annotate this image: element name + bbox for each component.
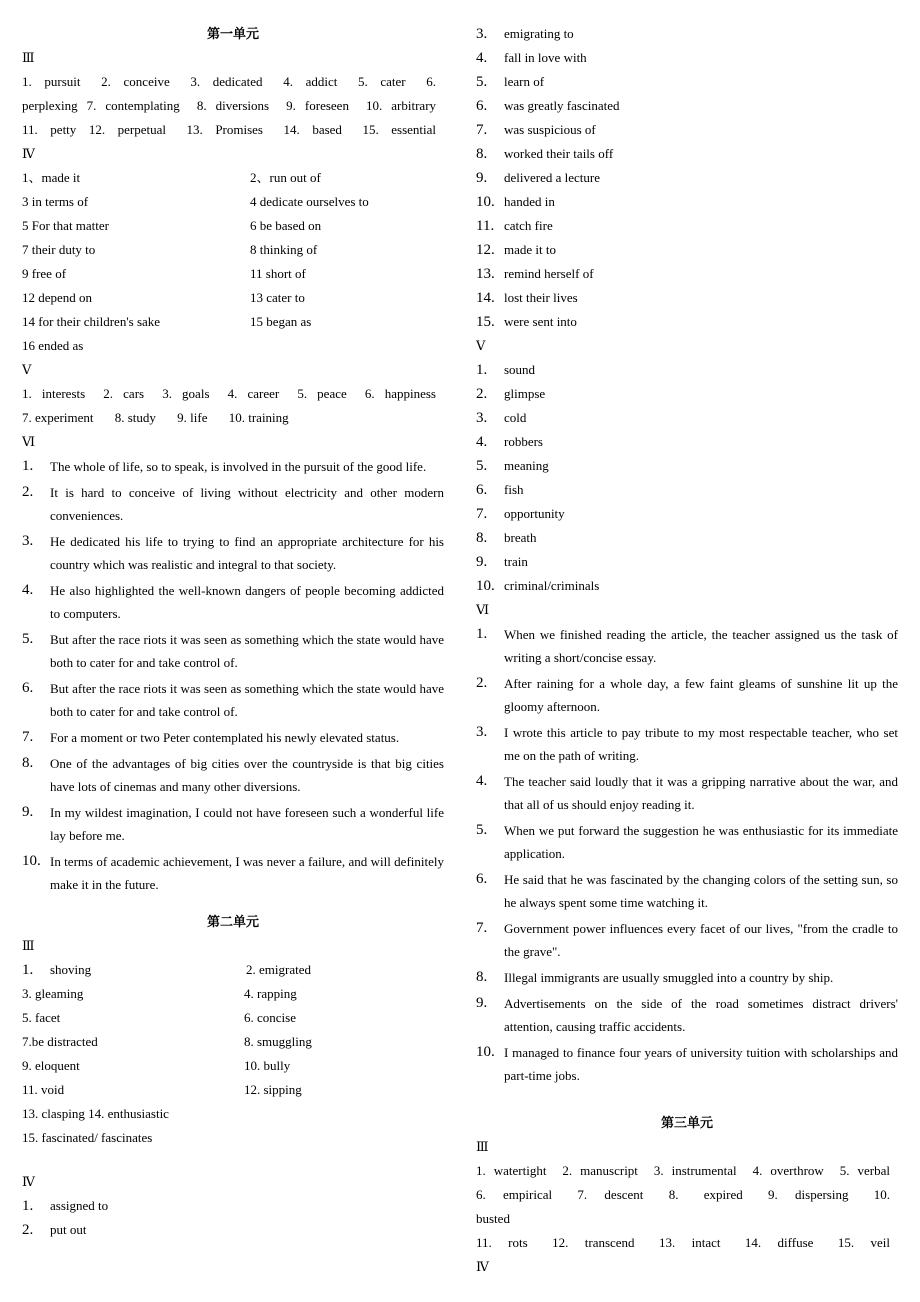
- unit3-section3-label: Ⅲ: [476, 1139, 489, 1154]
- item-number: 7.: [476, 920, 488, 936]
- item-number: 4.: [476, 50, 488, 66]
- item-text: put out: [50, 1222, 87, 1237]
- numbered-item: [22, 676, 444, 723]
- item-number: 2.: [22, 1222, 34, 1238]
- answer-item: 9. eloquent: [22, 1058, 80, 1073]
- item-number: 10.: [476, 1044, 495, 1060]
- numbered-item: [476, 574, 898, 598]
- answer-number: 1.: [22, 962, 34, 978]
- item-number: 7.: [22, 729, 34, 745]
- numbered-item: [476, 142, 898, 166]
- item-number: 1.: [22, 1198, 34, 1214]
- numbered-item: [22, 725, 444, 749]
- numbered-item: [22, 454, 444, 478]
- answer-row: [476, 1159, 898, 1183]
- item-text: fall in love with: [504, 50, 587, 65]
- item-number: 4.: [476, 773, 488, 789]
- item-text: In terms of academic achievement, I was never a failure, and will definitely make it in the future.: [50, 854, 444, 892]
- item-text: catch fire: [504, 218, 553, 233]
- answer-item: 8. diversions: [196, 98, 270, 113]
- answer-item: 9. dispersing: [768, 1187, 849, 1202]
- answer-item: 14. diffuse: [744, 1235, 814, 1250]
- numbered-item: [476, 526, 898, 550]
- answer-row: [476, 1207, 898, 1231]
- numbered-item: [22, 627, 444, 674]
- numbered-item: [476, 238, 898, 262]
- item-number: 9.: [476, 995, 488, 1011]
- answer-item: 2. conceive: [101, 74, 170, 89]
- item-text: emigrating to: [504, 26, 574, 41]
- item-text: learn of: [504, 74, 545, 89]
- answer-row: [22, 310, 444, 334]
- answer-item: 7 their duty to: [22, 242, 96, 257]
- item-text: were sent into: [504, 314, 577, 329]
- numbered-item: [22, 800, 444, 847]
- answer-item: 14. based: [283, 122, 342, 137]
- item-text: breath: [504, 530, 537, 545]
- unit3-title: 第三单元: [660, 1115, 713, 1130]
- unit2-section4-part1: [22, 1194, 444, 1242]
- answer-item: 4. overthrow: [752, 1163, 824, 1178]
- item-number: 3.: [22, 533, 34, 549]
- item-number: 12.: [476, 242, 495, 258]
- item-number: 6.: [476, 871, 488, 887]
- item-number: 6.: [476, 98, 488, 114]
- answer-item: expired: [703, 1187, 743, 1202]
- unit2-section4-label: Ⅳ: [22, 1174, 35, 1189]
- unit2-section6-label: Ⅵ: [476, 602, 490, 617]
- item-number: 8.: [22, 755, 34, 771]
- unit1-section5-label: Ⅴ: [22, 362, 32, 377]
- item-text: remind herself of: [504, 266, 594, 281]
- answer-item: 6. empirical: [476, 1187, 553, 1202]
- answer-item: 2. cars: [103, 386, 145, 401]
- answer-row: [22, 1030, 444, 1054]
- numbered-item: [476, 22, 898, 46]
- item-number: 14.: [476, 290, 495, 306]
- numbered-item: [476, 214, 898, 238]
- item-text: meaning: [504, 458, 549, 473]
- answer-row: [22, 1126, 444, 1150]
- item-text: was greatly fascinated: [504, 98, 620, 113]
- numbered-item: [476, 454, 898, 478]
- item-number: 1.: [476, 362, 488, 378]
- numbered-item: [22, 849, 444, 896]
- unit2-title: 第二单元: [206, 914, 259, 929]
- item-number: 9.: [22, 804, 34, 820]
- left-column: [22, 22, 444, 1242]
- answer-item: 7. descent: [577, 1187, 644, 1202]
- answer-row: [22, 1054, 444, 1078]
- item-text: Advertisements on the side of the road sometimes distract drivers' attention, causing traffic accidents.: [504, 996, 898, 1034]
- answer-text: shoving: [50, 962, 92, 977]
- item-text: lost their lives: [504, 290, 578, 305]
- answer-item: 4. addict: [283, 74, 338, 89]
- answer-item: 4. rapping: [244, 986, 297, 1001]
- answer-row: [22, 1102, 444, 1126]
- item-text: But after the race riots it was seen as something which the state would have both to cater for and take control of.: [50, 681, 444, 719]
- numbered-item: [22, 1218, 444, 1242]
- numbered-item: [476, 991, 898, 1038]
- unit1-title: 第一单元: [206, 26, 259, 41]
- answer-item: 7.be distracted: [22, 1034, 98, 1049]
- numbered-item: [476, 550, 898, 574]
- item-number: 3.: [476, 410, 488, 426]
- answer-item: 15. essential: [362, 122, 437, 137]
- numbered-item: [476, 1040, 898, 1087]
- item-number: 11.: [476, 218, 495, 234]
- answer-item: 8.: [668, 1187, 679, 1202]
- answer-item: 2、run out of: [250, 170, 321, 185]
- answer-item: 5. peace: [297, 386, 347, 401]
- answer-item: 6.: [426, 74, 437, 89]
- answer-item: 6 be based on: [250, 218, 322, 233]
- numbered-item: [476, 406, 898, 430]
- item-text: In my wildest imagination, I could not have foreseen such a wonderful life lay before me.: [50, 805, 444, 843]
- numbered-item: [476, 46, 898, 70]
- item-number: 5.: [476, 74, 488, 90]
- numbered-item: [22, 751, 444, 798]
- numbered-item: [476, 916, 898, 963]
- answer-item: 10. arbitrary: [365, 98, 437, 113]
- item-text: When we put forward the suggestion he was enthusiastic for its immediate application.: [504, 823, 898, 861]
- answer-row: [22, 1078, 444, 1102]
- numbered-item: [476, 382, 898, 406]
- answer-row: [22, 70, 444, 94]
- answer-row: [22, 982, 444, 1006]
- answer-item: 13. Promises: [186, 122, 263, 137]
- answer-item: 12. transcend: [552, 1235, 635, 1250]
- numbered-item: [476, 94, 898, 118]
- numbered-item: [476, 720, 898, 767]
- numbered-item: [22, 578, 444, 625]
- answer-item: 1. pursuit: [22, 74, 81, 89]
- item-text: But after the race riots it was seen as something which the state would have both to cater for and take control of.: [50, 632, 444, 670]
- answer-item: 5 For that matter: [22, 218, 110, 233]
- item-number: 13.: [476, 266, 495, 282]
- item-number: 8.: [476, 146, 488, 162]
- answer-item: 15. veil: [837, 1235, 890, 1250]
- answer-item: 4. career: [227, 386, 280, 401]
- answer-item: 13. clasping 14. enthusiastic: [22, 1106, 169, 1121]
- answer-row: [22, 94, 444, 118]
- item-text: opportunity: [504, 506, 565, 521]
- answer-item: 5. cater: [357, 74, 406, 89]
- unit2-section4-part2: [476, 22, 898, 334]
- item-text: handed in: [504, 194, 555, 209]
- item-text: made it to: [504, 242, 556, 257]
- answer-item: 12 depend on: [22, 290, 93, 305]
- item-number: 1.: [22, 458, 34, 474]
- numbered-item: [476, 769, 898, 816]
- item-text: He said that he was fascinated by the changing colors of the setting sun, so he always spent some time watching it.: [504, 872, 898, 910]
- answer-row: [476, 1231, 898, 1255]
- unit2-section3-label: Ⅲ: [22, 938, 35, 953]
- item-text: For a moment or two Peter contemplated his newly elevated status.: [50, 730, 400, 745]
- unit2-section6: [476, 622, 898, 1087]
- answer-item: 9 free of: [22, 266, 67, 281]
- item-number: 7.: [476, 122, 488, 138]
- numbered-item: [22, 1194, 444, 1218]
- answer-item: 3. instrumental: [653, 1163, 737, 1178]
- answer-item: 16 ended as: [22, 338, 84, 353]
- answer-item: 8 thinking of: [250, 242, 318, 257]
- item-text: One of the advantages of big cities over the countryside is that big cities have lots of cinemas and many other diversions.: [50, 756, 444, 794]
- numbered-item: [476, 478, 898, 502]
- item-number: 5.: [22, 631, 34, 647]
- item-number: 9.: [476, 554, 488, 570]
- item-text: The teacher said loudly that it was a gripping narrative about the war, and that all of us should enjoy reading it.: [504, 774, 898, 812]
- answer-row: [22, 214, 444, 238]
- item-number: 3.: [476, 724, 488, 740]
- numbered-item: [476, 286, 898, 310]
- numbered-item: [476, 70, 898, 94]
- answer-item: 10. bully: [244, 1058, 291, 1073]
- answer-row: [22, 1006, 444, 1030]
- item-number: 6.: [22, 680, 34, 696]
- item-number: 8.: [476, 969, 488, 985]
- item-text: fish: [504, 482, 524, 497]
- answer-row: [22, 118, 444, 142]
- unit1-section4-label: Ⅳ: [22, 146, 35, 161]
- unit2-section3: [22, 982, 444, 1150]
- numbered-item: [22, 480, 444, 527]
- unit2-section5: [476, 358, 898, 598]
- item-number: 6.: [476, 482, 488, 498]
- unit2-section3-first-row: [22, 958, 444, 982]
- answer-item: 8. study: [114, 410, 156, 425]
- item-text: The whole of life, so to speak, is involved in the pursuit of the good life.: [50, 459, 427, 474]
- item-text: Illegal immigrants are usually smuggled into a country by ship.: [504, 970, 834, 985]
- answer-text: 2. emigrated: [246, 962, 311, 977]
- answer-item: 2. manuscript: [562, 1163, 638, 1178]
- item-number: 2.: [476, 675, 488, 691]
- item-number: 4.: [22, 582, 34, 598]
- answer-item: 1. watertight: [476, 1163, 547, 1178]
- answer-item: 3. dedicated: [190, 74, 263, 89]
- answer-row: [22, 262, 444, 286]
- numbered-item: [476, 818, 898, 865]
- answer-item: 14 for their children's sake: [22, 314, 161, 329]
- unit1-section4: [22, 166, 444, 358]
- answer-item: 3. goals: [162, 386, 210, 401]
- answer-row: [22, 406, 444, 430]
- answer-item: 13. intact: [658, 1235, 721, 1250]
- answer-row: [476, 1183, 898, 1207]
- numbered-item: [476, 671, 898, 718]
- item-text: sound: [504, 362, 536, 377]
- item-text: He also highlighted the well-known dangers of people becoming addicted to computers.: [50, 583, 444, 621]
- answer-item: 1. interests: [22, 386, 86, 401]
- answer-item: 11 short of: [250, 266, 306, 281]
- item-number: 4.: [476, 434, 488, 450]
- answer-item: busted: [476, 1211, 510, 1226]
- item-number: 7.: [476, 506, 488, 522]
- item-text: I managed to finance four years of university tuition with scholarships and part-time jobs.: [504, 1045, 898, 1083]
- answer-item: 5. facet: [22, 1010, 61, 1025]
- answer-item: 11. petty 12. perpetual: [22, 122, 166, 137]
- numbered-item: [476, 622, 898, 669]
- answer-row: [22, 238, 444, 262]
- item-number: 5.: [476, 822, 488, 838]
- answer-item: 6. concise: [244, 1010, 296, 1025]
- item-text: It is hard to conceive of living without electricity and other modern conveniences.: [50, 485, 444, 523]
- item-number: 2.: [22, 484, 34, 500]
- answer-item: 15. fascinated/ fascinates: [22, 1130, 153, 1145]
- answer-item: 10.: [873, 1187, 891, 1202]
- answer-row: [22, 286, 444, 310]
- item-text: criminal/criminals: [504, 578, 600, 593]
- numbered-item: [476, 166, 898, 190]
- unit2-section5-label: Ⅴ: [476, 338, 486, 353]
- numbered-item: [476, 430, 898, 454]
- answer-row: [22, 334, 444, 358]
- unit1-section5: [22, 382, 444, 430]
- answer-item: 1、made it: [22, 170, 81, 185]
- unit1-section3: [22, 70, 444, 142]
- item-number: 9.: [476, 170, 488, 186]
- numbered-item: [476, 965, 898, 989]
- answer-item: 3 in terms of: [22, 194, 89, 209]
- unit1-section3-label: Ⅲ: [22, 50, 35, 65]
- numbered-item: [476, 502, 898, 526]
- numbered-item: [476, 310, 898, 334]
- item-text: delivered a lecture: [504, 170, 600, 185]
- item-text: assigned to: [50, 1198, 109, 1213]
- item-number: 1.: [476, 626, 488, 642]
- item-text: worked their tails off: [504, 146, 614, 161]
- unit3-section4-label: Ⅳ: [476, 1259, 489, 1274]
- item-text: train: [504, 554, 528, 569]
- numbered-item: [476, 358, 898, 382]
- answer-item: 15 began as: [250, 314, 312, 329]
- item-number: 3.: [476, 26, 488, 42]
- numbered-item: [476, 190, 898, 214]
- item-text: He dedicated his life to trying to find an appropriate architecture for his country which was realistic and integral to that society.: [50, 534, 444, 572]
- item-text: I wrote this article to pay tribute to my most respectable teacher, who set me on the path of writing.: [504, 725, 898, 763]
- answer-item: perplexing 7. contemplating: [22, 98, 180, 113]
- answer-row: [22, 190, 444, 214]
- item-number: 10.: [476, 578, 495, 594]
- numbered-item: [476, 867, 898, 914]
- answer-item: 3. gleaming: [22, 986, 84, 1001]
- numbered-item: [476, 118, 898, 142]
- answer-item: 9. life: [177, 410, 208, 425]
- item-number: 5.: [476, 458, 488, 474]
- item-number: 8.: [476, 530, 488, 546]
- answer-item: 6. happiness: [364, 386, 436, 401]
- item-number: 15.: [476, 314, 495, 330]
- unit1-section6: [22, 454, 444, 896]
- item-text: When we finished reading the article, the teacher assigned us the task of writing a short/concise essay.: [504, 627, 898, 665]
- answer-row: [22, 166, 444, 190]
- answer-item: 13 cater to: [250, 290, 305, 305]
- item-text: After raining for a whole day, a few faint gleams of sunshine lit up the gloomy afternoon.: [504, 676, 898, 714]
- answer-item: 7. experiment: [22, 410, 94, 425]
- answer-item: 4 dedicate ourselves to: [250, 194, 369, 209]
- answer-item: 5. verbal: [839, 1163, 890, 1178]
- answer-item: 12. sipping: [244, 1082, 302, 1097]
- answer-item: 11. void: [22, 1082, 65, 1097]
- answer-item: 11. rots: [476, 1235, 528, 1250]
- unit1-section6-label: Ⅵ: [22, 434, 36, 449]
- item-number: 10.: [22, 853, 41, 869]
- item-text: glimpse: [504, 386, 546, 401]
- answer-row: [22, 382, 444, 406]
- unit3-section3: [476, 1159, 898, 1255]
- item-text: robbers: [504, 434, 543, 449]
- item-text: cold: [504, 410, 527, 425]
- right-column: [476, 22, 898, 1279]
- numbered-item: [476, 262, 898, 286]
- item-number: 2.: [476, 386, 488, 402]
- numbered-item: [22, 529, 444, 576]
- item-text: Government power influences every facet of our lives, "from the cradle to the grave".: [504, 921, 898, 959]
- answer-item: 8. smuggling: [244, 1034, 312, 1049]
- answer-item: 9. foreseen: [286, 98, 349, 113]
- answer-item: 10. training: [228, 410, 289, 425]
- item-text: was suspicious of: [504, 122, 596, 137]
- item-number: 10.: [476, 194, 495, 210]
